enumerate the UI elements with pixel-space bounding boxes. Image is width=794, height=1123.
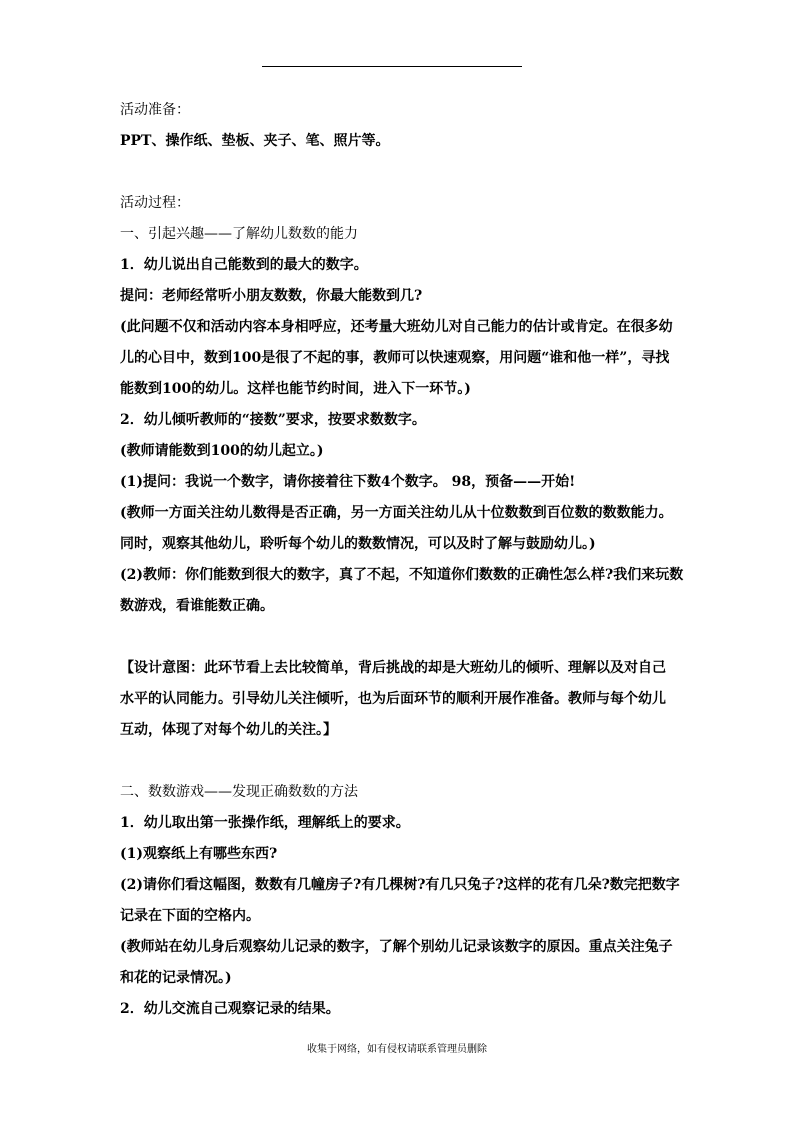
paragraph-line: 2．幼儿交流自己观察记录的结果。	[120, 1001, 340, 1017]
paragraph-line: 同时，观察其他幼儿，聆听每个幼儿的数数情况，可以及时了解与鼓励幼儿。)	[120, 536, 596, 552]
materials-list: PPT、操作纸、垫板、夹子、笔、照片等。	[120, 133, 390, 149]
paragraph-line: 能数到100的幼儿。这样也能节约时间，进入下一环节。)	[120, 381, 471, 397]
paragraph-line: 1．幼儿说出自己能数到的最大的数字。	[120, 257, 368, 273]
paragraph-line: 2．幼儿倾听教师的“接数”要求，按要求数数字。	[120, 412, 426, 428]
paragraph-line: (1)观察纸上有哪些东西?	[120, 846, 278, 862]
paragraph-line: (2)教师：你们能数到很大的数字，真了不起，不知道你们数数的正确性怎么样?我们来玩数	[120, 567, 684, 583]
paragraph-line: (教师站在幼儿身后观察幼儿记录的数字，了解个别幼儿记录该数字的原因。重点关注兔子	[120, 939, 673, 955]
paragraph-line: 和花的记录情况。)	[120, 970, 232, 986]
paragraph-line: (教师请能数到100的幼儿起立。)	[120, 443, 324, 459]
paragraph-line: 儿的心目中，数到100是很了不起的事，教师可以快速观察，用问题“谁和他一样”，寻找	[120, 350, 670, 366]
paragraph-line: 提问：老师经常听小朋友数数，你最大能数到几?	[120, 288, 423, 304]
paragraph-line: 1．幼儿取出第一张操作纸，理解纸上的要求。	[120, 815, 410, 831]
document-body	[120, 95, 684, 1025]
section-label-process: 活动过程：	[120, 195, 190, 211]
section-label-preparation: 活动准备：	[120, 102, 190, 118]
spacer	[120, 157, 680, 188]
design-intent-line: 【设计意图：此环节看上去比较简单，背后挑战的却是大班幼儿的倾听、理解以及对自己	[120, 660, 666, 676]
paragraph-line: (教师一方面关注幼儿数得是否正确，另一方面关注幼儿从十位数数到百位数的数数能力。	[120, 505, 673, 521]
paragraph-line: (1)提问：我说一个数字，请你接着往下数4个数字。 98，预备——开始!	[120, 474, 576, 490]
paragraph-line: 记录在下面的空格内。	[120, 908, 260, 924]
paragraph-line: (2)请你们看这幅图，数数有几幢房子?有几棵树?有几只兔子?这样的花有几朵?数完把数字	[120, 877, 680, 893]
header-rule	[262, 66, 522, 67]
page-footer: 收集于网络，如有侵权请联系管理员删除	[307, 1044, 487, 1055]
design-intent-line: 互动，体现了对每个幼儿的关注。】	[120, 722, 337, 738]
design-intent-line: 水平的认同能力。引导幼儿关注倾听，也为后面环节的顺利开展作准备。教师与每个幼儿	[120, 691, 666, 707]
paragraph-line: 数游戏，看谁能数正确。	[120, 598, 274, 614]
spacer	[120, 746, 680, 777]
heading-part-one: 一、引起兴趣——了解幼儿数数的能力	[120, 226, 358, 242]
spacer	[120, 622, 680, 653]
paragraph-line: (此问题不仅和活动内容本身相呼应，还考量大班幼儿对自己能力的估计或肯定。在很多幼	[120, 319, 673, 335]
heading-part-two: 二、数数游戏——发现正确数数的方法	[120, 784, 358, 800]
